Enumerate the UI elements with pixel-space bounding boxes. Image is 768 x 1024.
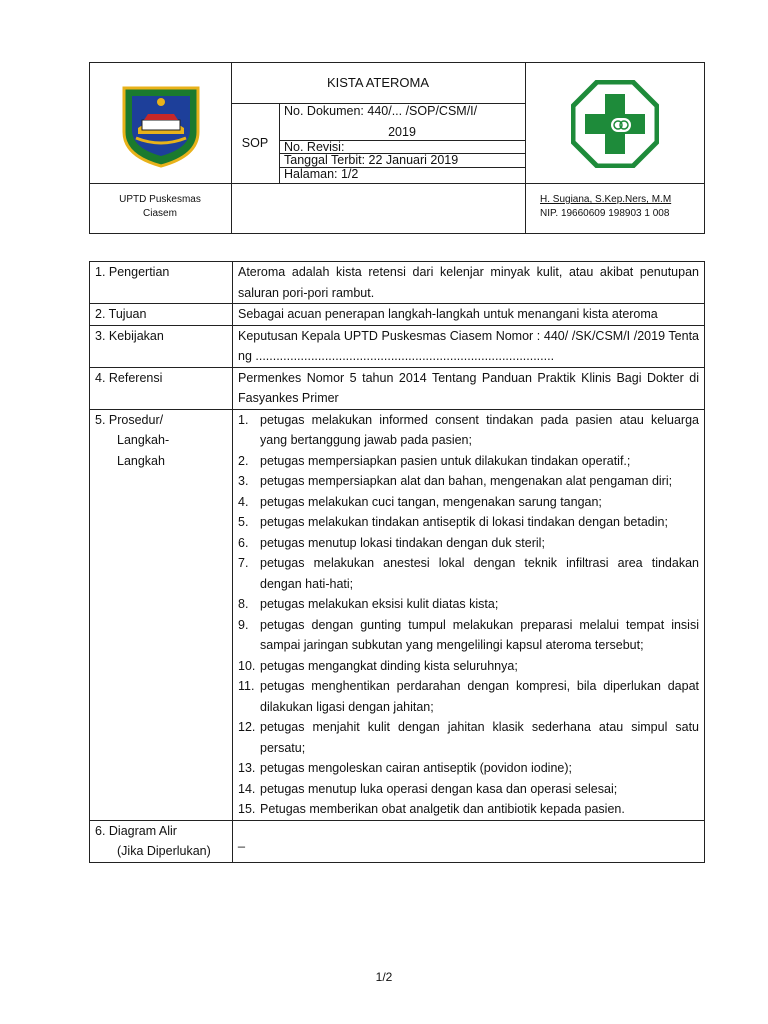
step-text: petugas menjahit kulit dengan jahitan klasik sederhana atau simpul satu persatu;	[260, 720, 699, 755]
step-number: 3.	[238, 474, 249, 488]
step-number: 14.	[238, 781, 256, 796]
procedure-step	[238, 492, 699, 513]
label-diagram-line2: (Jika Diperlukan)	[117, 844, 211, 858]
row-kebijakan	[90, 325, 705, 367]
label-prosedur-line3: Langkah	[117, 453, 165, 468]
procedure-step	[238, 676, 699, 717]
step-number: 9.	[238, 617, 249, 632]
step-number: 15.	[238, 802, 256, 816]
procedure-step	[238, 779, 699, 800]
row-pengertian	[90, 262, 705, 304]
procedure-step	[238, 758, 699, 779]
document-title: KISTA ATEROMA	[326, 75, 430, 90]
org-name-line1: UPTD Puskesmas	[119, 194, 201, 205]
label-referensi: 4. Referensi	[90, 367, 233, 409]
step-number: 5.	[238, 515, 249, 529]
procedure-step	[238, 717, 699, 758]
label-kebijakan: 3. Kebijakan	[90, 325, 233, 367]
procedure-step	[238, 799, 699, 820]
revision-number: No. Revisi:	[284, 140, 345, 154]
row-tujuan	[90, 304, 705, 326]
sop-content-table	[89, 261, 705, 863]
doc-year: 2019	[388, 125, 416, 139]
step-number: 11.	[238, 679, 255, 693]
step-number: 2.	[238, 453, 249, 468]
procedure-step	[238, 656, 699, 677]
step-text: petugas dengan gunting tumpul melakukan preparasi melalui tempat insisi sampai jaringan subkutan yang mengelilingi kapsul ateroma tersebut;	[260, 617, 699, 652]
text-diagram-alir	[233, 820, 705, 862]
page-info: Halaman: 1/2	[284, 167, 359, 181]
procedure-step-list	[238, 410, 699, 820]
step-text: petugas mempersiapkan alat dan bahan, mengenakan alat pengaman diri;	[260, 474, 673, 488]
diagram-placeholder: _	[238, 833, 245, 848]
text-tujuan: Sebagai acuan penerapan langkah-langkah untuk menangani kista ateroma	[233, 304, 705, 326]
karawang-emblem-logo	[118, 82, 204, 168]
step-text: petugas menutup lokasi tindakan dengan duk steril;	[260, 535, 545, 550]
step-text: petugas melakukan tindakan antiseptik di lokasi tindakan dengan betadin;	[260, 515, 668, 529]
step-number: 13.	[238, 761, 256, 775]
label-diagram-alir	[90, 820, 233, 862]
row-prosedur	[90, 409, 705, 820]
step-number: 8.	[238, 597, 249, 611]
puskesmas-logo	[571, 80, 659, 168]
text-kebijakan: Keputusan Kepala UPTD Puskesmas Ciasem Nomor : 440/ /SK/CSM/I /2019 Tentang ......................................................................................	[233, 325, 705, 367]
page-number: 1/2	[375, 970, 393, 984]
label-prosedur-line2: Langkah-	[117, 433, 170, 447]
procedure-step	[238, 615, 699, 656]
step-text: petugas menutup luka operasi dengan kasa dan operasi selesai;	[260, 781, 618, 796]
procedure-step	[238, 512, 699, 533]
step-text: petugas menghentikan perdarahan dengan kompresi, bila diperlukan dapat dilakukan ligasi dengan jahitan;	[260, 679, 699, 714]
issue-date: Tanggal Terbit: 22 Januari 2019	[284, 153, 459, 167]
label-prosedur-line1: 5. Prosedur/	[95, 412, 164, 427]
procedure-step	[238, 410, 699, 451]
step-text: petugas melakukan cuci tangan, mengenakan sarung tangan;	[260, 494, 602, 509]
label-prosedur	[90, 409, 233, 820]
step-text: Petugas memberikan obat analgetik dan antibiotik kepada pasien.	[260, 802, 625, 816]
procedure-step	[238, 553, 699, 594]
label-tujuan: 2. Tujuan	[90, 304, 233, 326]
step-text: petugas mengangkat dinding kista seluruhnya;	[260, 658, 518, 673]
step-number: 4.	[238, 494, 249, 509]
step-text: petugas melakukan eksisi kulit diatas kista;	[260, 597, 499, 611]
label-diagram-line1: 6. Diagram Alir	[95, 823, 177, 838]
step-number: 12.	[238, 720, 256, 734]
row-diagram-alir	[90, 820, 705, 862]
row-referensi	[90, 367, 705, 409]
step-number: 10.	[238, 658, 256, 673]
sop-label: SOP	[241, 136, 269, 150]
text-referensi: Permenkes Nomor 5 tahun 2014 Tentang Panduan Praktik Klinis Bagi Dokter di Fasyankes Primer	[233, 367, 705, 409]
step-text: petugas melakukan anestesi lokal dengan teknik infiltrasi area tindakan dengan hati-hati;	[260, 556, 699, 591]
procedure-step	[238, 451, 699, 472]
step-number: 7.	[238, 556, 249, 570]
step-text: petugas melakukan informed consent tindakan pada pasien atau keluarga yang bertanggung jawab pada pasien;	[260, 412, 699, 447]
label-pengertian: 1. Pengertian	[90, 262, 233, 304]
org-name-line2: Ciasem	[143, 208, 177, 219]
procedure-step	[238, 594, 699, 615]
procedure-steps	[233, 409, 705, 820]
procedure-step	[238, 471, 699, 492]
signer-nip: NIP. 19660609 198903 1 008	[540, 208, 670, 219]
procedure-step	[238, 533, 699, 554]
step-text: petugas mengoleskan cairan antiseptik (povidon iodine);	[260, 761, 572, 775]
step-number: 6.	[238, 535, 249, 550]
step-text: petugas mempersiapkan pasien untuk dilakukan tindakan operatif.;	[260, 453, 631, 468]
signer-name: H. Sugiana, S.Kep.Ners, M.M	[540, 194, 672, 205]
step-number: 1.	[238, 412, 249, 427]
text-pengertian: Ateroma adalah kista retensi dari kelenjar minyak kulit, atau akibat penutupan saluran pori-pori rambut.	[233, 262, 705, 304]
doc-number: No. Dokumen: 440/... /SOP/CSM/I/	[284, 104, 478, 118]
